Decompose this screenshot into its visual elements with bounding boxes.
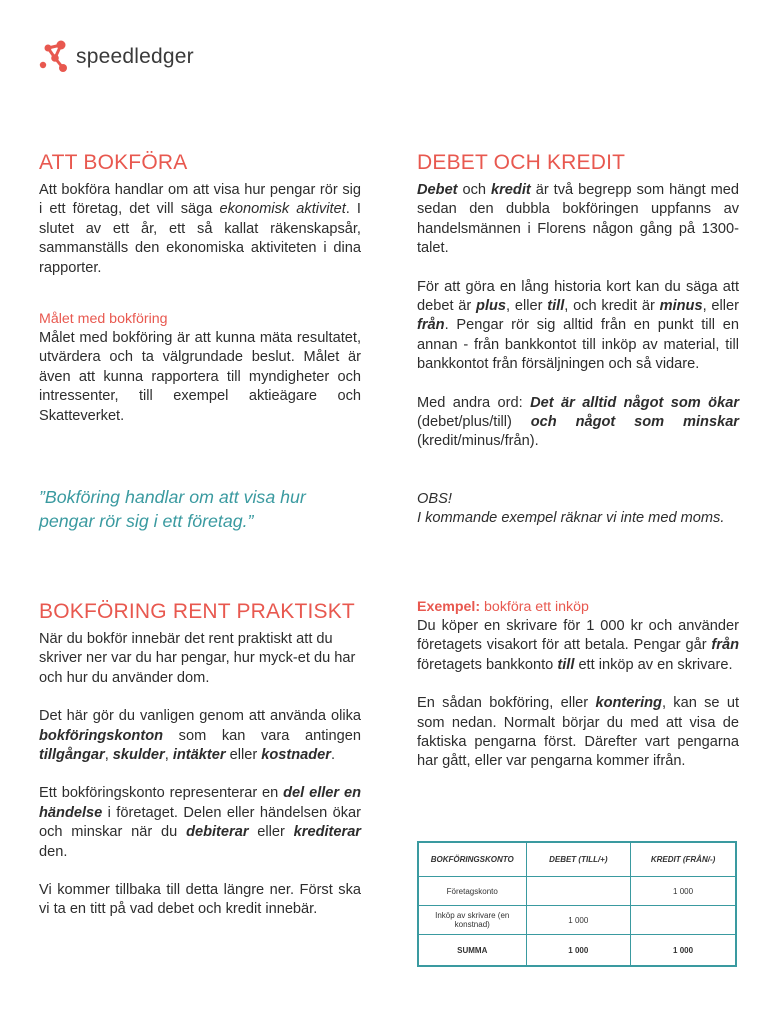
table-cell: Inköp av skrivare (en konstnad) xyxy=(418,906,526,935)
section-title: ATT BOKFÖRA xyxy=(39,151,188,174)
table-cell: 1 000 xyxy=(526,906,631,935)
brand-logo xyxy=(38,37,194,77)
section-att-bokfora xyxy=(39,150,361,278)
column-header: DEBET (TILL/+) xyxy=(526,842,631,877)
quote-text: ”Bokföring handlar om att visa hur pengar rör sig i ett företag.” xyxy=(39,487,306,531)
table-row xyxy=(418,906,736,935)
section-malet xyxy=(39,310,361,426)
column-header: BOKFÖRINGSKONTO xyxy=(418,842,526,877)
column-header: KREDIT (FRÅN/-) xyxy=(631,842,736,877)
paragraph: Det här gör du vanligen genom att använda olika bokföringskonton som kan vara antingen tillgångar, skulder, intäkter eller kostnader. xyxy=(39,708,361,764)
table-cell xyxy=(631,906,736,935)
table-sum-row xyxy=(418,935,736,967)
paragraph: Ett bokföringskonto representerar en del eller en händelse i företaget. Delen eller händelsen ökar och minskar när du debiterar eller krediterar den. xyxy=(39,785,361,860)
table-cell: SUMMA xyxy=(418,935,526,967)
brand-name: speedledger xyxy=(76,45,194,68)
section-debet-kredit xyxy=(417,150,739,529)
table-cell: Företagskonto xyxy=(418,877,526,906)
paragraph: Att bokföra handlar om att visa hur pengar rör sig i ett företag, det vill säga ekonomisk aktivitet. I slutet av ett år, ett så kallat räkenskapsår, sammanställs den ekonomiska aktiviteten i dina rapporter. xyxy=(39,182,361,276)
paragraph: En sådan bokföring, eller kontering, kan se ut som nedan. Normalt börjar du med att visa de faktiska pengarna först. Därefter vart pengarna har gått, eller var pengarna kommer ifrån. xyxy=(417,695,740,770)
paragraph: Målet med bokföring är att kunna mäta resultatet, utvärdera och ta välgrundade beslut. Målet är även att kunna rapportera till myndigheter och intressenter, till exempel aktieägare och Skatteverket. xyxy=(39,330,361,424)
table-cell: 1 000 xyxy=(631,935,736,967)
speedledger-logo-icon xyxy=(38,38,74,76)
ledger-table xyxy=(417,841,737,967)
section-praktiskt xyxy=(39,599,361,920)
table-cell: 1 000 xyxy=(631,877,736,906)
pull-quote xyxy=(39,485,361,533)
subtitle: Målet med bokföring xyxy=(39,311,168,327)
section-title: DEBET OCH KREDIT xyxy=(417,151,626,174)
obs-note: OBS! I kommande exempel räknar vi inte med moms. xyxy=(417,490,725,527)
paragraph: När du bokför innebär det rent praktiskt att du skriver ner var du har pengar, hur myck-et du har och hur du använder dom. xyxy=(39,631,356,686)
paragraph: För att göra en lång historia kort kan du säga att debet är plus, eller till, och kredit är minus, eller från. Pengar rör sig alltid från en punkt till en annan - från bankkontot till inköp av material, till bankkontot från försäljningen och så vidare. xyxy=(417,278,739,373)
table-cell: 1 000 xyxy=(526,935,631,967)
example-label: Exempel: bokföra ett inköp xyxy=(417,599,589,615)
section-title: BOKFÖRING RENT PRAKTISKT xyxy=(39,600,355,623)
table-row xyxy=(418,877,736,906)
table-cell xyxy=(526,877,631,906)
paragraph: Debet och kredit är två begrepp som hängt med sedan den dubbla bokföringen uppfanns av handelsmännen i Florens någon gång på 1300-talet. xyxy=(417,182,739,257)
paragraph: Med andra ord: Det är alltid något som ökar (debet/plus/till) och något som minskar (kredit/minus/från). xyxy=(417,394,739,450)
section-exempel xyxy=(417,598,739,772)
paragraph: Vi kommer tillbaka till detta längre ner. Först ska vi ta en titt på vad debet och kredit innebär. xyxy=(39,882,361,918)
paragraph: Du köper en skrivare för 1 000 kr och använder företagets visakort för att betala. Pengar går från företagets bankkonto till ett inköp av en skrivare. xyxy=(417,618,739,673)
table-header-row xyxy=(418,842,736,877)
